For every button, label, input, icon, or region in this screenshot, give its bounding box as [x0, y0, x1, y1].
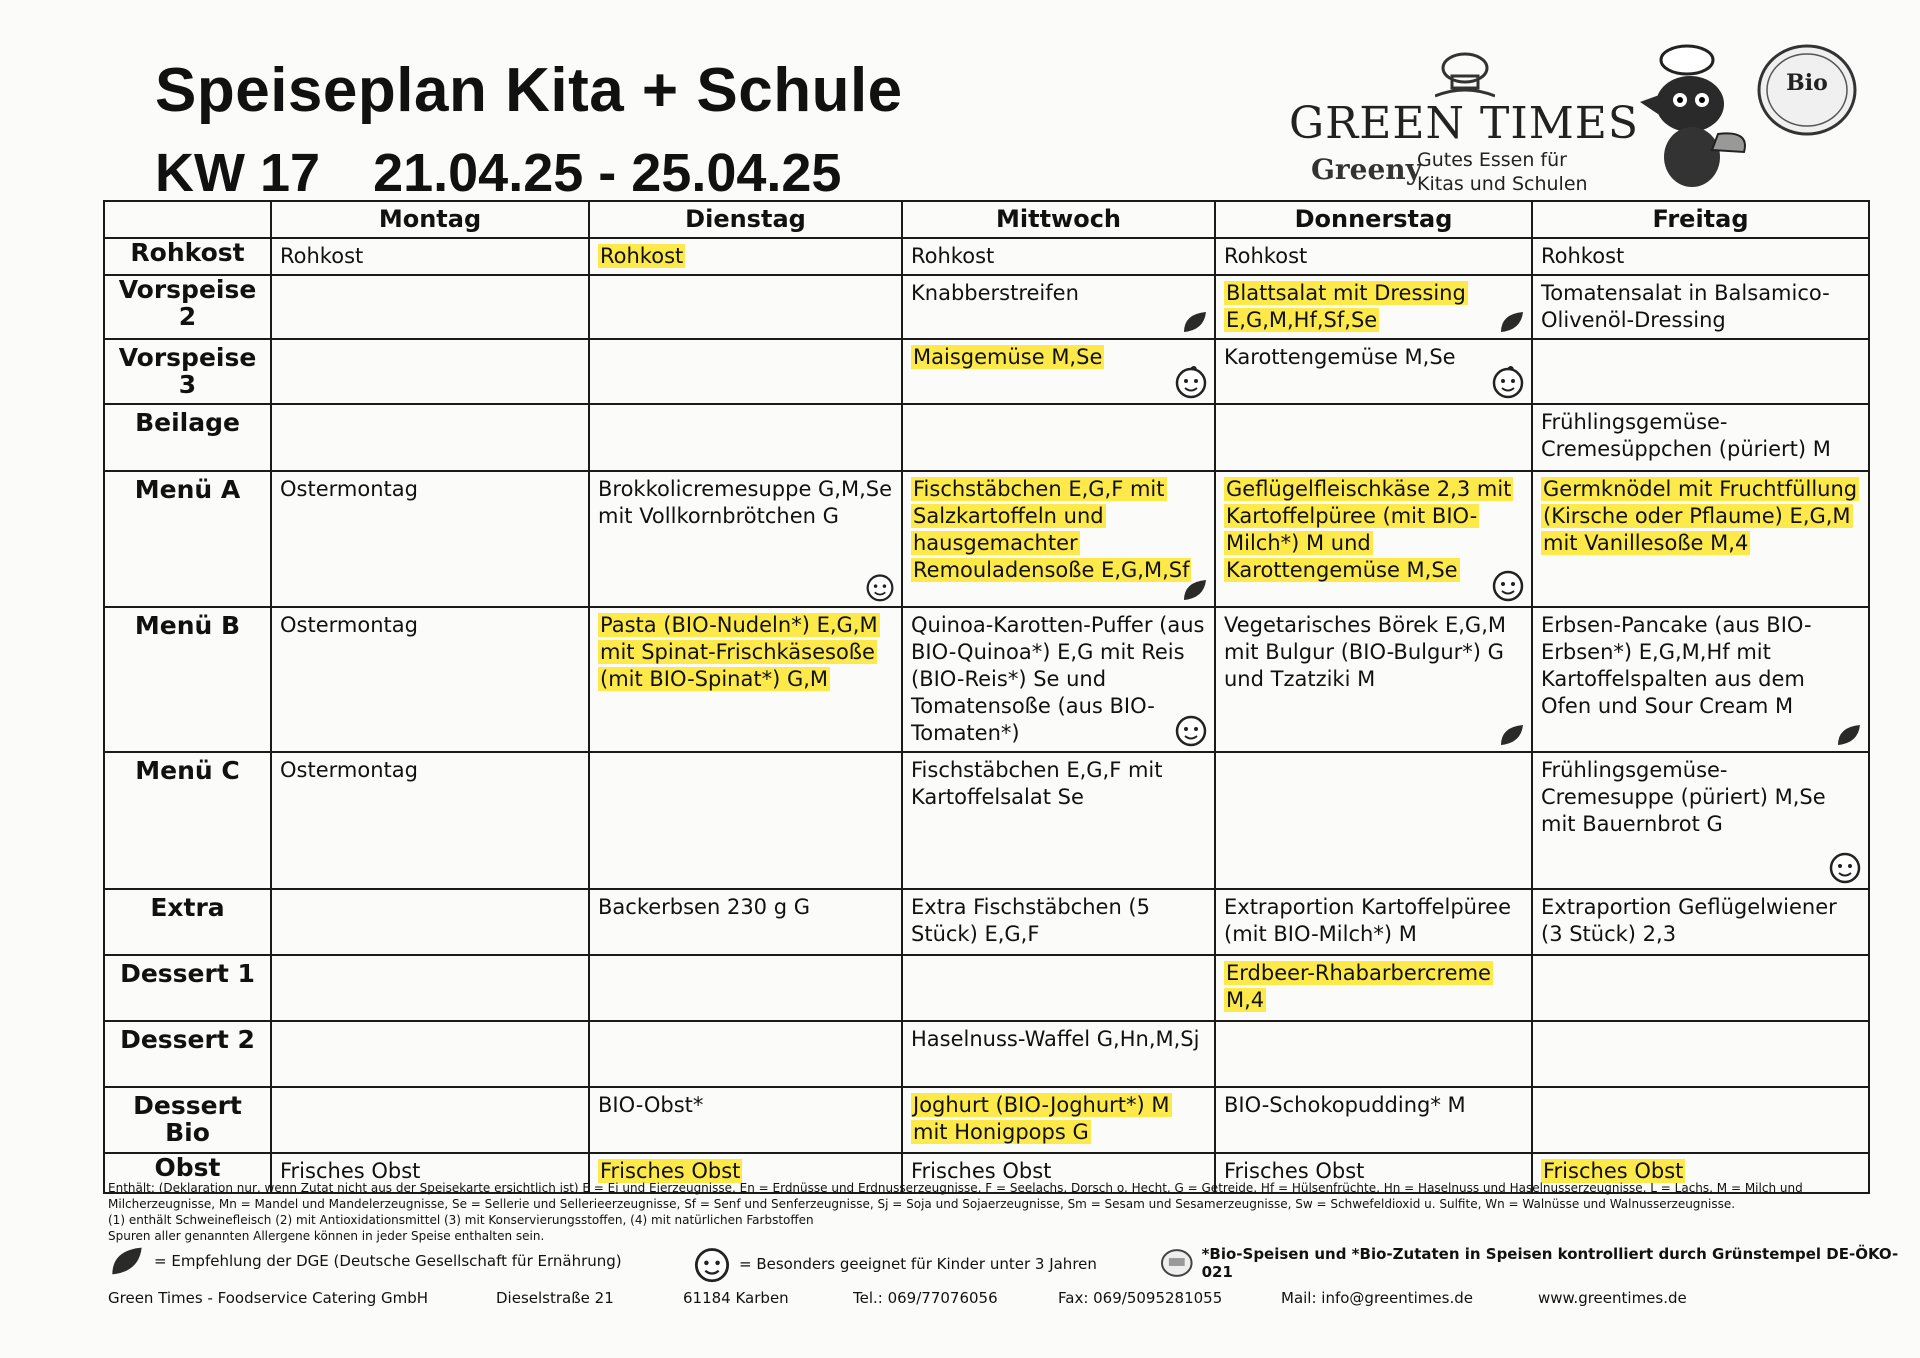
menu-cell: Frisches Obst: [589, 1153, 902, 1193]
toddler-face-icon: [865, 572, 895, 602]
toddler-face-icon: [1174, 365, 1208, 399]
city: 61184 Karben: [683, 1289, 789, 1307]
brand-greeny: Greeny: [1311, 153, 1422, 186]
allergen-footnote: [108, 1180, 1868, 1244]
menu-cell: [589, 404, 902, 471]
brand-name: GREEN TIMES: [1289, 98, 1640, 149]
menu-cell: [902, 404, 1215, 471]
menu-cell: [271, 1021, 589, 1087]
bio-seal-icon: [1160, 1248, 1194, 1278]
table-row: [104, 275, 1869, 339]
menu-cell: [589, 752, 902, 889]
menu-cell: Frisches Obst: [1532, 1153, 1869, 1193]
row-label: Dessert 1: [104, 955, 271, 1021]
menu-cell: Extraportion Kartoffelpüree (mit BIO-Milch*) M: [1215, 889, 1532, 955]
dge-leaf-icon: [1836, 723, 1862, 747]
row-label: Menü B: [104, 607, 271, 752]
table-row: [104, 607, 1869, 752]
menu-cell: Frühlingsgemüse-Cremesuppe (püriert) M,Se mit Bauernbrot G: [1532, 752, 1869, 889]
menu-cell: [271, 889, 589, 955]
toddler-face-icon: [693, 1245, 731, 1283]
menu-cell: Frisches Obst: [271, 1153, 589, 1193]
chef-hat-icon: [1435, 50, 1495, 98]
menu-cell: Geflügelfleischkäse 2,3 mit Kartoffelpüree (mit BIO-Milch*) M und Karottengemüse M,Se: [1215, 471, 1532, 607]
table-row: [104, 404, 1869, 471]
row-label: Vorspeise 3: [104, 339, 271, 404]
table-row: [104, 471, 1869, 607]
fax: Fax: 069/5095281055: [1058, 1289, 1223, 1307]
row-label: Menü A: [104, 471, 271, 607]
menu-cell: [271, 1087, 589, 1153]
menu-cell: Haselnuss-Waffel G,Hn,M,Sj: [902, 1021, 1215, 1087]
email: Mail: info@greentimes.de: [1281, 1289, 1473, 1307]
menu-cell: Fischstäbchen E,G,F mit Kartoffelsalat Se: [902, 752, 1215, 889]
menu-cell: Frisches Obst: [1215, 1153, 1532, 1193]
street-address: Dieselstraße 21: [496, 1289, 614, 1307]
legend-dge: = Empfehlung der DGE (Deutsche Gesellschaft für Ernährung): [108, 1245, 622, 1277]
menu-cell: [1215, 404, 1532, 471]
menu-cell: Rohkost: [1215, 238, 1532, 275]
menu-cell: BIO-Obst*: [589, 1087, 902, 1153]
menu-cell: [1532, 1087, 1869, 1153]
website: www.greentimes.de: [1538, 1289, 1687, 1307]
menu-cell: Extra Fischstäbchen (5 Stück) E,G,F: [902, 889, 1215, 955]
toddler-face-icon: [1491, 568, 1525, 602]
menu-cell: Germknödel mit Fruchtfüllung (Kirsche oder Pflaume) E,G,M mit Vanillesoße M,4: [1532, 471, 1869, 607]
table-row: [104, 339, 1869, 404]
menu-cell: Quinoa-Karotten-Puffer (aus BIO-Quinoa*) E,G mit Reis (BIO-Reis*) Se und Tomatensoße (aus BIO-Tomaten*): [902, 607, 1215, 752]
dge-leaf-icon: [108, 1245, 146, 1277]
menu-cell: [271, 955, 589, 1021]
menu-cell: Tomatensalat in Balsamico-Olivenöl-Dressing: [1532, 275, 1869, 339]
menu-cell: Frühlingsgemüse-Cremesüppchen (püriert) M: [1532, 404, 1869, 471]
dragon-mascot-icon: [1632, 42, 1752, 192]
traces-note: Spuren aller genannten Allergene können in jeder Speise enthalten sein.: [108, 1229, 545, 1243]
menu-cell: [271, 275, 589, 339]
menu-cell: Extraportion Geflügelwiener (3 Stück) 2,3: [1532, 889, 1869, 955]
menu-cell: Ostermontag: [271, 752, 589, 889]
brand-logo: [1285, 50, 1645, 200]
legend-bio: *Bio-Speisen und *Bio-Zutaten in Speisen kontrolliert durch Grünstempel DE-ÖKO-021: [1160, 1245, 1920, 1281]
row-label: Rohkost: [104, 238, 271, 275]
menu-cell: Ostermontag: [271, 607, 589, 752]
row-label: Dessert 2: [104, 1021, 271, 1087]
menu-cell: Rohkost: [902, 238, 1215, 275]
table-row: [104, 1021, 1869, 1087]
brand-slogan: Gutes Essen für Kitas und Schulen: [1417, 149, 1588, 195]
menu-cell: [1532, 1021, 1869, 1087]
dge-leaf-icon: [1499, 310, 1525, 334]
menu-cell: Backerbsen 230 g G: [589, 889, 902, 955]
menu-cell: [1532, 339, 1869, 404]
menu-cell: Maisgemüse M,Se: [902, 339, 1215, 404]
corner-cell: [104, 201, 271, 238]
table-row: [104, 889, 1869, 955]
menu-cell: BIO-Schokopudding* M: [1215, 1087, 1532, 1153]
menu-table: [103, 200, 1870, 1194]
menu-cell: Rohkost: [589, 238, 902, 275]
toddler-face-icon: [1828, 850, 1862, 884]
menu-cell: Ostermontag: [271, 471, 589, 607]
day-header: Dienstag: [589, 201, 902, 238]
toddler-face-icon: [1174, 713, 1208, 747]
week-line: [155, 142, 841, 204]
menu-cell: Frisches Obst: [902, 1153, 1215, 1193]
menu-cell: [589, 1021, 902, 1087]
week-number: KW 17: [155, 143, 321, 203]
menu-cell: Blattsalat mit Dressing E,G,M,Hf,Sf,Se: [1215, 275, 1532, 339]
row-label: Beilage: [104, 404, 271, 471]
menu-cell: [271, 339, 589, 404]
bio-seal-text: Bio: [1786, 70, 1828, 96]
day-header: Freitag: [1532, 201, 1869, 238]
menu-cell: Joghurt (BIO-Joghurt*) M mit Honigpops G: [902, 1087, 1215, 1153]
legend-kids: = Besonders geeignet für Kinder unter 3 Jahren: [693, 1245, 1097, 1283]
page-title: Speiseplan Kita + Schule: [155, 56, 903, 125]
menu-cell: Erdbeer-Rhabarbercreme M,4: [1215, 955, 1532, 1021]
table-row: [104, 1087, 1869, 1153]
menu-cell: Brokkolicremesuppe G,M,Se mit Vollkornbrötchen G: [589, 471, 902, 607]
menu-cell: Fischstäbchen E,G,F mit Salzkartoffeln und hausgemachter Remouladensoße E,G,M,Sf: [902, 471, 1215, 607]
bio-seal-icon: [1752, 40, 1862, 140]
day-header-row: [104, 201, 1869, 238]
menu-cell: [589, 275, 902, 339]
row-label: Dessert Bio: [104, 1087, 271, 1153]
dge-leaf-icon: [1182, 310, 1208, 334]
day-header: Donnerstag: [1215, 201, 1532, 238]
menu-cell: [1215, 1021, 1532, 1087]
menu-cell: Karottengemüse M,Se: [1215, 339, 1532, 404]
menu-cell: Rohkost: [271, 238, 589, 275]
day-header: Montag: [271, 201, 589, 238]
allergen-legend: Enthält: (Deklaration nur, wenn Zutat nicht aus der Speisekarte ersichtlich ist) E = Ei und Eierzeugnisse, En = Erdnüsse und Erdnusserzeugnisse, F = Seelachs, Dorsch o. Hecht, G = Getreide, Hf = Hülsenfrüchte, Hn = Haselnuss und Haselnusserzeugnisse, L = Lachs, M = Milch und Milcherzeugnisse, Mn = Mandel und Mandelerzeugnisse, Se = Sellerie und Sellerieerzeugnisse, Sf = Senf und Senferzeugnisse, Sj = Soja und Sojaerzeugnisse, Sm = Sesam und Sesamerzeugnisse, Sw = Schwefeldioxid u. Sulfite, Wn = Walnüsse und Walnusserzeugnisse.: [108, 1181, 1803, 1211]
day-header: Mittwoch: [902, 201, 1215, 238]
menu-cell: [271, 404, 589, 471]
table-row: [104, 955, 1869, 1021]
additives-note: (1) enthält Schweinefleisch (2) mit Antioxidationsmittel (3) mit Konservierungsstoffen, (4) mit natürlichen Farbstoffen: [108, 1213, 814, 1227]
row-label: Extra: [104, 889, 271, 955]
menu-cell: [589, 955, 902, 1021]
menu-cell: [1215, 752, 1532, 889]
toddler-face-icon: [1491, 365, 1525, 399]
menu-cell: Rohkost: [1532, 238, 1869, 275]
phone: Tel.: 069/77076056: [853, 1289, 998, 1307]
row-label: Obst: [104, 1153, 271, 1193]
menu-cell: Pasta (BIO-Nudeln*) E,G,M mit Spinat-Frischkäsesoße (mit BIO-Spinat*) G,M: [589, 607, 902, 752]
menu-cell: [589, 339, 902, 404]
row-label: Vorspeise 2: [104, 275, 271, 339]
menu-cell: [1532, 955, 1869, 1021]
menu-cell: Vegetarisches Börek E,G,M mit Bulgur (BIO-Bulgur*) G und Tzatziki M: [1215, 607, 1532, 752]
dge-leaf-icon: [1499, 723, 1525, 747]
menu-cell: [902, 955, 1215, 1021]
table-row: [104, 238, 1869, 275]
week-dates: 21.04.25 - 25.04.25: [373, 143, 842, 203]
dge-leaf-icon: [1182, 578, 1208, 602]
menu-cell: Knabberstreifen: [902, 275, 1215, 339]
menu-cell: Erbsen-Pancake (aus BIO-Erbsen*) E,G,M,Hf mit Kartoffelspalten aus dem Ofen und Sour Cream M: [1532, 607, 1869, 752]
row-label: Menü C: [104, 752, 271, 889]
company-name: Green Times - Foodservice Catering GmbH: [108, 1289, 429, 1307]
table-row: [104, 752, 1869, 889]
